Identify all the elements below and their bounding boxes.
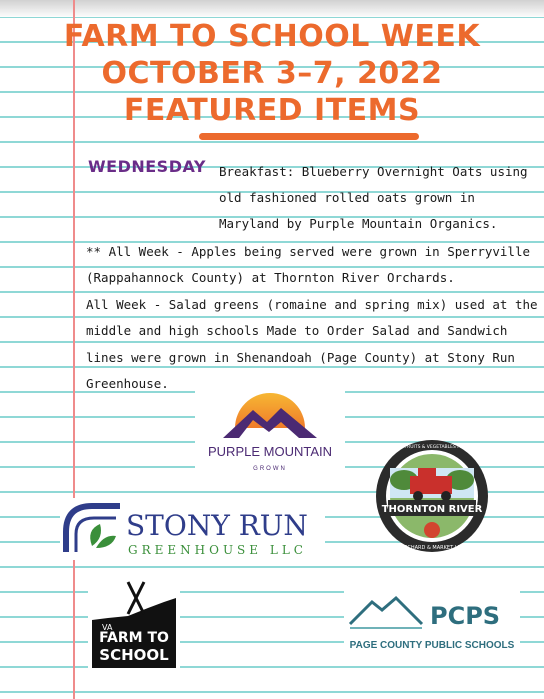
thornton-river-name: THORNTON RIVER [381, 504, 483, 515]
day-label: WEDNESDAY [88, 157, 206, 176]
thornton-river-logo [374, 438, 490, 554]
title-line-2: OCTOBER 3–7, 2022 [101, 56, 443, 91]
pcps-logo [344, 590, 520, 656]
note-line-5: lines were grown in Shenandoah (Page County) at Stony Run [86, 350, 515, 365]
purple-mountain-icon [195, 388, 345, 478]
breakfast-line-1: Breakfast: Blueberry Overnight Oats using [219, 164, 528, 179]
pcps-name: PCPS [430, 602, 501, 630]
top-shadow [0, 0, 544, 18]
thornton-river-ring-bottom: ORCHARD & MARKET LLC [400, 545, 464, 551]
stony-run-sub: GREENHOUSE LLC [128, 543, 307, 557]
farm-to-school-line-1: FARM TO [99, 630, 169, 646]
note-line-2: (Rappahannock County) at Thornton River Orchards. [86, 270, 455, 285]
stony-run-name: STONY RUN [126, 509, 308, 542]
breakfast-line-2: old fashioned rolled oats grown in [219, 190, 475, 205]
pcps-full-name: PAGE COUNTY PUBLIC SCHOOLS [349, 640, 515, 651]
title-line-3: FEATURED ITEMS [123, 93, 421, 128]
purple-mountain-logo [195, 388, 345, 478]
purple-mountain-sub: GROWN [253, 466, 287, 472]
title-underline [199, 133, 419, 140]
note-line-3: All Week - Salad greens (romaine and spring mix) used at the [86, 297, 538, 312]
mountain-icon [344, 590, 520, 656]
title-line-1: FARM TO SCHOOL WEEK [63, 19, 481, 54]
greenhouse-leaf-icon [60, 498, 325, 560]
purple-mountain-name: PURPLE MOUNTAIN [208, 444, 332, 459]
note-line-6: Greenhouse. [86, 376, 169, 391]
virginia-farm-icon [88, 578, 180, 672]
thornton-river-ring-top: FAMILY GROWN FRUITS & VEGETABLES FROM OUR FARM [374, 445, 490, 450]
farm-to-school-logo [88, 578, 180, 672]
stony-run-logo [60, 498, 325, 560]
breakfast-line-3: Maryland by Purple Mountain Organics. [219, 216, 498, 231]
note-line-1: ** All Week - Apples being served were grown in Sperryville [86, 244, 531, 259]
orchard-truck-icon [374, 438, 490, 554]
farm-to-school-state: VA [102, 623, 113, 632]
farm-to-school-line-2: SCHOOL [99, 646, 169, 664]
note-line-4: middle and high schools Made to Order Salad and Sandwich [86, 323, 508, 338]
